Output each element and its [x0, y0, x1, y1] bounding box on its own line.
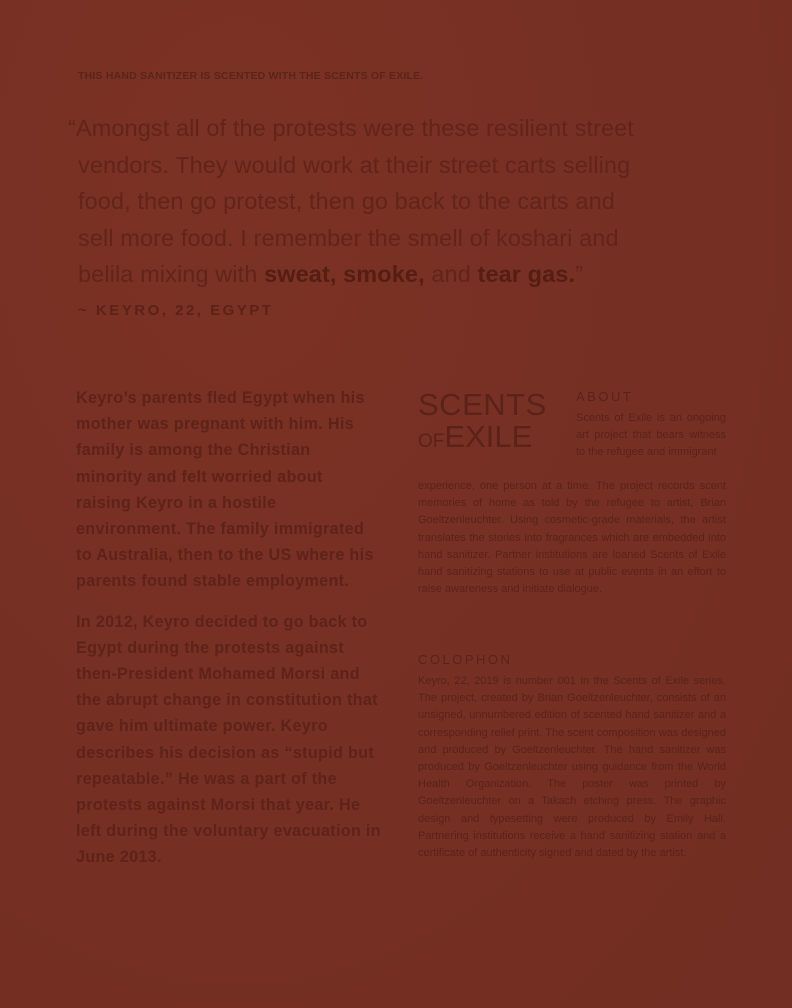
logo-word-scents: SCENTS	[418, 387, 547, 422]
story-column	[76, 385, 381, 885]
about-heading: ABOUT	[576, 389, 634, 404]
logo-word-of: OF	[418, 431, 445, 452]
quote-emphasis: sweat, smoke,	[264, 261, 425, 287]
kicker-line: THIS HAND SANITIZER IS SCENTED WITH THE SCENTS OF EXILE.	[78, 70, 424, 82]
quote-close-mark: ”	[575, 261, 584, 287]
about-text-top: Scents of Exile is an ongoing art project that bears witness to the refugee and immigrant	[576, 412, 726, 459]
quote-text: belila mixing with	[78, 261, 265, 287]
quote-emphasis: tear gas.	[477, 261, 576, 287]
story-paragraph: Keyro’s parents fled Egypt when his mother was pregnant with him. His family is among the Christian minority and felt worried about raising Keyro in a hostile environment. The family immigrated to Australia, then to the US where his parents found stable employment.	[76, 389, 374, 591]
colophon-heading: COLOPHON	[418, 652, 513, 667]
about-text: experience, one person at a time. The project records scent memories of home as told by the refugee to artist, Brian Goeltzenleuchter. Using cosmetic-grade materials, the artist translates the stories into fragrances which are embedded into hand sanitizer. Partner institutions are loaned Scents of Exile hand sanitizing stations to use at public events in an effort to raise awareness and initiate dialogue.	[418, 480, 726, 596]
scents-of-exile-logo	[418, 388, 547, 457]
logo-word-exile: EXILE	[444, 419, 533, 454]
colophon-text: Keyro, 22, 2019 is number 001 in the Scents of Exile series. The project, created by Brian Goeltzenleuchter, consists of an unsigned, unnumbered edition of scented hand sanitizer and a corresponding relief print. The scent composition was designed and produced by Goeltzenleuchter. The hand sanitizer was produced by Goeltzenleuchter using guidance from the World Health Organization. The poster was printed by Goeltzenleuchter on a Takach etching press. The graphic design and typesetting were produced by Emily Hall. Partnering institutions receive a hand sanitizing station and a certificate of authenticity signed and dated by the artist.	[418, 675, 726, 860]
logo-line-of-exile	[418, 419, 547, 457]
story-paragraph: In 2012, Keyro decided to go back to Egypt during the protests against then-President Mohamed Morsi and the abrupt change in constitution that gave him ultimate power. Keyro describes his decision as “stupid but repeatable.” He was a part of the protests against Morsi that year. He left during the voluntary evacuation in June 2013.	[76, 612, 381, 867]
quote-line: vendors. They would work at their street carts selling	[78, 151, 631, 178]
quote-line: food, then go protest, then go back to the carts and	[78, 188, 615, 214]
quote-attribution: ~ KEYRO, 22, EGYPT	[78, 302, 274, 319]
quote-line: “Amongst all of the protests were these resilient street	[68, 115, 634, 141]
quote-line: sell more food. I remember the smell of koshari and	[78, 224, 619, 251]
pull-quote	[68, 110, 748, 293]
quote-line-final	[68, 256, 748, 293]
quote-text: and	[424, 261, 478, 287]
